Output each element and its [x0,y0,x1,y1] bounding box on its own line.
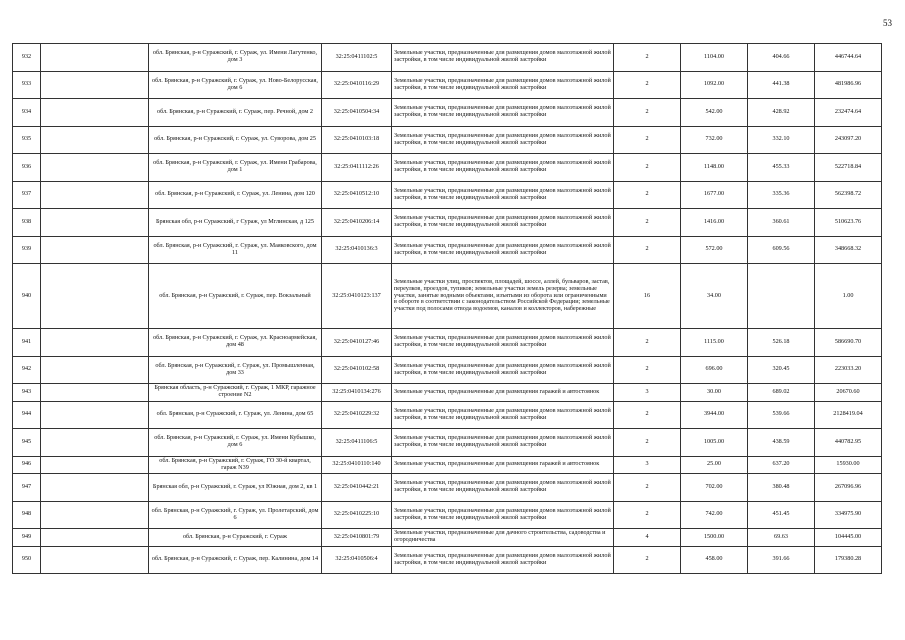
cadastral-value-cell: 20670.60 [815,384,882,402]
land-use-cell: Земельные участки, предназначенные для размещения домов малоэтажной жилой застройки, в том числе индивидуальной жилой застройки [392,236,614,264]
address-cell: обл. Брянская, р-н Суражский, г. Сураж, ул. Пролетарский, дом 6 [149,501,322,529]
address-cell: обл. Брянская, р-н Суражский, г. Сураж, ул. Имени Лагутенко, дом 3 [149,44,322,72]
address-cell: обл. Брянская, р-н Суражский, г. Сураж, пер. Речной, дом 2 [149,99,322,127]
address-cell: Брянская обл, р-н Суражский, г Сураж, ул Мглинская, д 125 [149,209,322,237]
address-cell: обл. Брянская, р-н Суражский, г. Сураж, ГО 30-й квартал, гараж N39 [149,456,322,474]
area-cell: 25.00 [681,456,748,474]
cadastral-number-cell: 32:25:0410442:21 [322,474,392,502]
area-cell: 1500.00 [681,529,748,547]
area-cell: 34.00 [681,264,748,329]
land-use-cell: Земельные участки, предназначенные для размещения гаражей и автостоянок [392,384,614,402]
cadastral-number-cell: 32:25:0410136:3 [322,236,392,264]
cadastral-number-cell: 32:25:0410225:10 [322,501,392,529]
rate-cell: 404.66 [748,44,815,72]
area-cell: 1104.00 [681,44,748,72]
land-use-cell: Земельные участки, предназначенные для размещения домов малоэтажной жилой застройки, в том числе индивидуальной жилой застройки [392,126,614,154]
row-spacer [41,401,149,429]
table-body [13,44,882,574]
cadastral-number-cell: 32:25:0410801:79 [322,529,392,547]
land-use-cell: Земельные участки, предназначенные для размещения домов малоэтажной жилой застройки, в том числе индивидуальной жилой застройки [392,154,614,182]
category-cell: 2 [614,126,681,154]
land-use-cell: Земельные участки, предназначенные для размещения домов малоэтажной жилой застройки, в том числе индивидуальной жилой застройки [392,71,614,99]
row-spacer [41,501,149,529]
cadastral-value-cell: 232474.64 [815,99,882,127]
cadastral-number-cell: 32:25:0410504:34 [322,99,392,127]
category-cell: 2 [614,401,681,429]
cadastral-value-cell: 179380.28 [815,546,882,574]
table-row [13,384,882,402]
rate-cell: 360.61 [748,209,815,237]
row-number: 936 [13,154,41,182]
rate-cell: 441.38 [748,71,815,99]
row-number: 933 [13,71,41,99]
address-cell: обл. Брянская, р-н Суражский, г. Сураж, ул. Ново-Белорусская, дом 6 [149,71,322,99]
cadastral-value-cell: 267096.96 [815,474,882,502]
rate-cell: 332.10 [748,126,815,154]
row-number: 946 [13,456,41,474]
address-cell: обл. Брянская, р-н Суражский, г. Сураж, ул. Красноармейская, дом 48 [149,329,322,357]
row-number: 942 [13,356,41,384]
table-row [13,126,882,154]
area-cell: 572.00 [681,236,748,264]
table-row [13,154,882,182]
cadastral-value-cell: 440782.95 [815,429,882,457]
area-cell: 1115.00 [681,329,748,357]
address-cell: обл. Брянская, р-н Суражский, г. Сураж, пер. Вокзальный [149,264,322,329]
row-number: 938 [13,209,41,237]
area-cell: 458.00 [681,546,748,574]
land-use-cell: Земельные участки, предназначенные для размещения домов малоэтажной жилой застройки, в том числе индивидуальной жилой застройки [392,356,614,384]
table-row [13,71,882,99]
cadastral-number-cell: 32:25:0410206:14 [322,209,392,237]
cadastral-number-cell: 32:25:0410123:137 [322,264,392,329]
cadastral-value-cell: 481986.96 [815,71,882,99]
cadastral-value-cell: 348668.32 [815,236,882,264]
row-spacer [41,154,149,182]
table-row [13,329,882,357]
cadastral-value-cell: 1.00 [815,264,882,329]
row-spacer [41,456,149,474]
row-number: 943 [13,384,41,402]
category-cell: 2 [614,71,681,99]
row-number: 940 [13,264,41,329]
cadastral-number-cell: 32:25:0410127:46 [322,329,392,357]
area-cell: 1092.00 [681,71,748,99]
address-cell: обл. Брянская, р-н Суражский, г. Сураж, ул. Суворова, дом 25 [149,126,322,154]
address-cell: обл. Брянская, р-н Суражский, г. Сураж, пер. Калинина, дом 14 [149,546,322,574]
category-cell: 16 [614,264,681,329]
row-number: 941 [13,329,41,357]
row-spacer [41,356,149,384]
table-row [13,529,882,547]
category-cell: 2 [614,329,681,357]
row-spacer [41,181,149,209]
row-spacer [41,99,149,127]
category-cell: 2 [614,546,681,574]
row-spacer [41,329,149,357]
row-spacer [41,546,149,574]
category-cell: 2 [614,209,681,237]
table-row [13,474,882,502]
rate-cell: 320.45 [748,356,815,384]
category-cell: 2 [614,501,681,529]
cadastral-value-cell: 243097.20 [815,126,882,154]
row-spacer [41,71,149,99]
area-cell: 1148.00 [681,154,748,182]
table-row [13,236,882,264]
area-cell: 542.00 [681,99,748,127]
address-cell: обл. Брянская, р-н Суражский, г. Сураж, ул. Промышленная, дом 33 [149,356,322,384]
land-use-cell: Земельные участки, предназначенные для размещения домов малоэтажной жилой застройки, в том числе индивидуальной жилой застройки [392,181,614,209]
land-use-cell: Земельные участки, предназначенные для размещения гаражей и автостоянок [392,456,614,474]
rate-cell: 69.63 [748,529,815,547]
land-use-cell: Земельные участки, предназначенные для размещения домов малоэтажной жилой застройки, в том числе индивидуальной жилой застройки [392,44,614,72]
rate-cell: 689.02 [748,384,815,402]
rate-cell: 380.48 [748,474,815,502]
category-cell: 2 [614,181,681,209]
row-spacer [41,529,149,547]
category-cell: 4 [614,529,681,547]
cadastral-number-cell: 32:25:0411112:26 [322,154,392,182]
category-cell: 3 [614,456,681,474]
area-cell: 696.00 [681,356,748,384]
table-row [13,429,882,457]
land-use-cell: Земельные участки, предназначенные для размещения домов малоэтажной жилой застройки, в том числе индивидуальной жилой застройки [392,474,614,502]
category-cell: 2 [614,154,681,182]
area-cell: 30.00 [681,384,748,402]
rate-cell: 335.36 [748,181,815,209]
address-cell: Брянская область, р-н Суражский, г. Сураж, 1 МКР, гаражное строение N2 [149,384,322,402]
cadastral-number-cell: 32:25:0410102:58 [322,356,392,384]
land-use-cell: Земельные участки, предназначенные для размещения домов малоэтажной жилой застройки, в том числе индивидуальной жилой застройки [392,209,614,237]
land-use-cell: Земельные участки, предназначенные для размещения домов малоэтажной жилой застройки, в том числе индивидуальной жилой застройки [392,99,614,127]
address-cell: Брянская обл, р-н Суражский, г. Сураж, ул Южная, дом 2, кв 1 [149,474,322,502]
cadastral-number-cell: 32:25:0410512:10 [322,181,392,209]
address-cell: обл. Брянская, р-н Суражский, г. Сураж, ул. Имени Грабарова, дом 1 [149,154,322,182]
rate-cell: 455.33 [748,154,815,182]
row-spacer [41,384,149,402]
cadastral-value-cell: 104445.00 [815,529,882,547]
address-cell: обл. Брянская, р-н Суражский, г. Сураж [149,529,322,547]
table-row [13,264,882,329]
category-cell: 2 [614,474,681,502]
table-row [13,501,882,529]
rate-cell: 526.18 [748,329,815,357]
table-row [13,401,882,429]
rate-cell: 609.56 [748,236,815,264]
cadastral-number-cell: 32:25:0410110:140 [322,456,392,474]
row-spacer [41,44,149,72]
cadastral-number-cell: 32:25:0411106:5 [322,429,392,457]
cadastral-value-cell: 522718.84 [815,154,882,182]
area-cell: 1416.00 [681,209,748,237]
row-number: 944 [13,401,41,429]
cadastral-value-cell: 586690.70 [815,329,882,357]
area-cell: 742.00 [681,501,748,529]
row-number: 935 [13,126,41,154]
area-cell: 1677.00 [681,181,748,209]
cadastral-value-cell: 223033.20 [815,356,882,384]
row-number: 945 [13,429,41,457]
table-row [13,356,882,384]
land-use-cell: Земельные участки, предназначенные для размещения домов малоэтажной жилой застройки, в том числе индивидуальной жилой застройки [392,501,614,529]
area-cell: 702.00 [681,474,748,502]
land-use-cell: Земельные участки, предназначенные для размещения домов малоэтажной жилой застройки, в том числе индивидуальной жилой застройки [392,401,614,429]
rate-cell: 438.59 [748,429,815,457]
category-cell: 2 [614,99,681,127]
cadastral-value-cell: 2128419.04 [815,401,882,429]
land-use-cell: Земельные участки, предназначенные для размещения домов малоэтажной жилой застройки, в том числе индивидуальной жилой застройки [392,329,614,357]
row-number: 932 [13,44,41,72]
rate-cell: 391.66 [748,546,815,574]
address-cell: обл. Брянская, р-н Суражский, г. Сураж, ул. Ленина, дом 120 [149,181,322,209]
cadastral-value-cell: 510623.76 [815,209,882,237]
row-number: 934 [13,99,41,127]
rate-cell: 637.20 [748,456,815,474]
address-cell: обл. Брянская, р-н Суражский, г. Сураж, ул. Имени Кубышко, дом 6 [149,429,322,457]
table-row [13,546,882,574]
page-number: 53 [883,18,892,28]
row-number: 949 [13,529,41,547]
land-use-cell: Земельные участки, предназначенные для размещения домов малоэтажной жилой застройки, в том числе индивидуальной жилой застройки [392,429,614,457]
cadastral-number-cell: 32:25:0410506:4 [322,546,392,574]
category-cell: 2 [614,44,681,72]
row-number: 939 [13,236,41,264]
land-use-cell: Земельные участки улиц, проспектов, площадей, шоссе, аллей, бульваров, застав, переулков, проездов, тупиков; земельные участки земель резерва; земельные участки, занятые водными объектами, изъятыми из оборота или ограниченными в обороте в соответствии с законодательством Российской Федерации; земельные участки под полосами отвода водоемов, каналов и коллекторов, набережные [392,264,614,329]
rate-cell: 451.45 [748,501,815,529]
table-row [13,44,882,72]
table-row [13,181,882,209]
row-spacer [41,264,149,329]
rate-cell: 428.92 [748,99,815,127]
row-number: 937 [13,181,41,209]
table-row [13,209,882,237]
cadastral-value-cell: 15930.00 [815,456,882,474]
cadastral-value-cell: 334975.90 [815,501,882,529]
land-register-table [12,43,882,574]
cadastral-number-cell: 32:25:0411102:5 [322,44,392,72]
category-cell: 2 [614,356,681,384]
category-cell: 2 [614,236,681,264]
category-cell: 2 [614,429,681,457]
area-cell: 732.00 [681,126,748,154]
row-number: 950 [13,546,41,574]
table-row [13,456,882,474]
area-cell: 1005.00 [681,429,748,457]
cadastral-number-cell: 32:25:0410134:276 [322,384,392,402]
cadastral-value-cell: 562398.72 [815,181,882,209]
rate-cell: 539.66 [748,401,815,429]
land-use-cell: Земельные участки, предназначенные для дачного строительства, садоводства и огородничества [392,529,614,547]
row-spacer [41,236,149,264]
row-spacer [41,474,149,502]
rate-cell [748,264,815,329]
row-spacer [41,209,149,237]
row-spacer [41,429,149,457]
cadastral-number-cell: 32:25:0410103:18 [322,126,392,154]
address-cell: обл. Брянская, р-н Суражский, г. Сураж, ул. Маяковского, дом 11 [149,236,322,264]
cadastral-number-cell: 32:25:0410116:29 [322,71,392,99]
land-use-cell: Земельные участки, предназначенные для размещения домов малоэтажной жилой застройки, в том числе индивидуальной жилой застройки [392,546,614,574]
cadastral-number-cell: 32:25:0410229:32 [322,401,392,429]
row-spacer [41,126,149,154]
table-row [13,99,882,127]
address-cell: обл. Брянская, р-н Суражский, г. Сураж, ул. Ленина, дом 65 [149,401,322,429]
row-number: 948 [13,501,41,529]
category-cell: 3 [614,384,681,402]
row-number: 947 [13,474,41,502]
cadastral-value-cell: 446744.64 [815,44,882,72]
area-cell: 3944.00 [681,401,748,429]
